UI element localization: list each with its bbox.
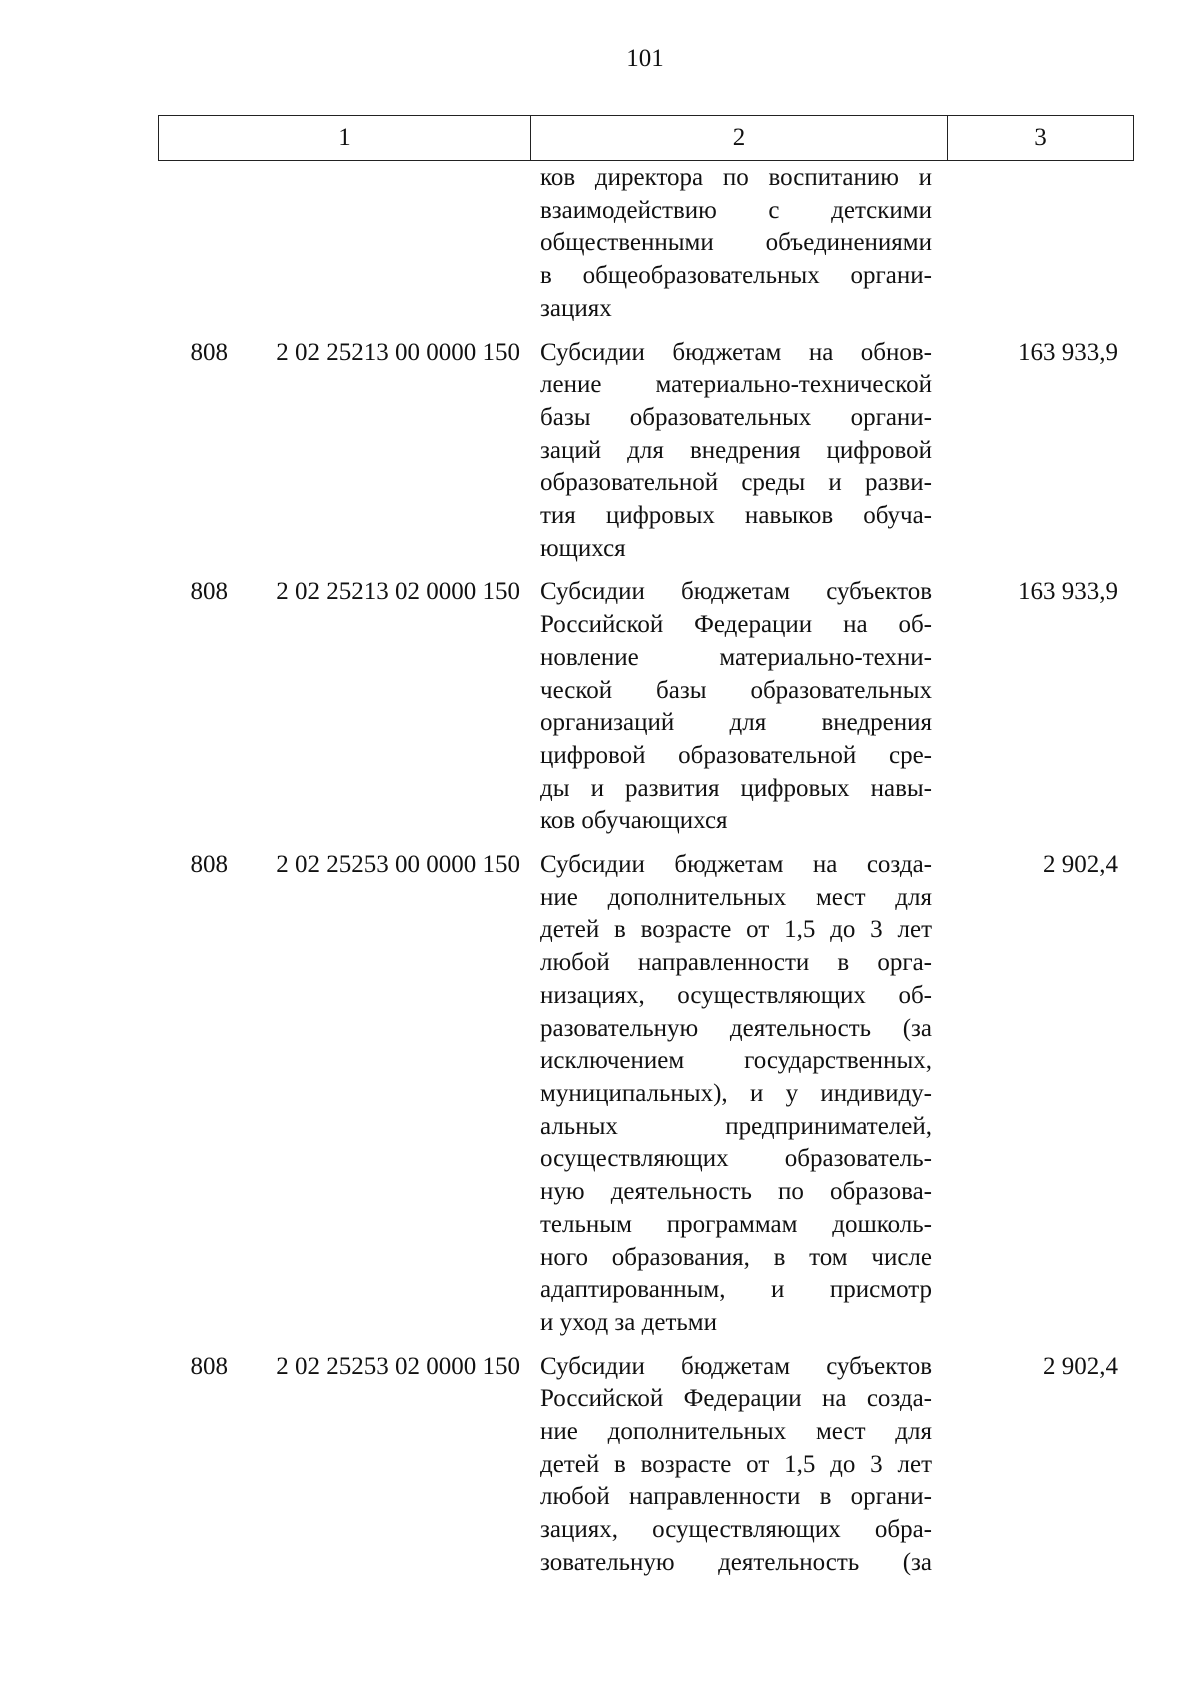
admin-code-cell: 808: [190, 851, 228, 879]
amount-cell: 2 902,4: [1043, 1352, 1118, 1380]
description-line: детей в возрасте от 1,5 до 3 лет: [540, 916, 932, 944]
description-line: ние дополнительных мест для: [540, 1418, 932, 1446]
description-line: заций для внедрения цифровой: [540, 436, 932, 464]
description-line: тельным программам дошколь-: [540, 1210, 932, 1238]
description-line: организаций для внедрения: [540, 709, 932, 737]
description-line: исключением государственных,: [540, 1047, 932, 1075]
description-line: и уход за детьми: [540, 1308, 717, 1336]
description-line: детей в возрасте от 1,5 до 3 лет: [540, 1450, 932, 1478]
description-line: ющихся: [540, 534, 626, 562]
description-cell: [529, 162, 945, 326]
description-line: базы образовательных органи-: [540, 403, 932, 431]
description-line: ческой базы образовательных: [540, 676, 932, 704]
budget-code-cell: [228, 162, 529, 326]
description-line: цифровой образовательной сре-: [540, 741, 932, 769]
amount-cell: [945, 162, 1130, 326]
description-line: разовательную деятельность (за: [540, 1014, 932, 1042]
description-line: тия цифровых навыков обуча-: [540, 502, 932, 530]
description-line: общественными объединениями: [540, 229, 932, 257]
description-line: образовательной среды и разви-: [540, 469, 932, 497]
header-col-3: 3: [948, 116, 1134, 161]
description-line: ного образования, в том числе: [540, 1243, 932, 1271]
description-line: ды и развития цифровых навы-: [540, 774, 932, 802]
description-line: в общеобразовательных органи-: [540, 262, 932, 290]
description-line: взаимодействию с детскими: [540, 196, 932, 224]
amount-cell: 163 933,9: [1018, 578, 1118, 606]
description-line: низациях, осуществляющих об-: [540, 981, 932, 1009]
budget-code-cell: 2 02 25253 02 0000 150: [276, 1352, 520, 1380]
admin-code-cell: [158, 162, 228, 326]
table-row: [158, 1351, 1130, 1580]
description-line: Субсидии бюджетам субъектов: [540, 1352, 932, 1380]
admin-code-cell: 808: [190, 578, 228, 606]
description-line: осуществляющих образователь-: [540, 1145, 932, 1173]
description-line: зациях: [540, 294, 612, 322]
description-line: зовательную деятельность (за: [540, 1548, 932, 1576]
description-cell: [529, 337, 945, 566]
table-row: [158, 849, 1130, 1340]
budget-code-cell: 2 02 25213 00 0000 150: [276, 338, 520, 366]
description-line: Субсидии бюджетам на созда-: [540, 851, 932, 879]
table-header: [158, 115, 1134, 161]
table-body: [158, 162, 1130, 1591]
description-cell: [529, 849, 945, 1340]
budget-code-cell: 2 02 25213 02 0000 150: [276, 578, 520, 606]
description-line: Российской Федерации на об-: [540, 611, 932, 639]
description-line: муниципальных), и у индивиду-: [540, 1079, 932, 1107]
description-line: любой направленности в орга-: [540, 949, 932, 977]
description-line: любой направленности в органи-: [540, 1483, 932, 1511]
description-line: Российской Федерации на созда-: [540, 1385, 932, 1413]
page-number: 101: [626, 45, 664, 72]
description-line: Субсидии бюджетам на обнов-: [540, 338, 932, 366]
admin-code-cell: 808: [190, 1352, 228, 1380]
table-row: [158, 576, 1130, 838]
description-line: адаптированным, и присмотр: [540, 1276, 932, 1304]
description-line: альных предпринимателей,: [540, 1112, 932, 1140]
description-line: ков обучающихся: [540, 807, 728, 835]
description-line: зациях, осуществляющих обра-: [540, 1516, 932, 1544]
description-cell: [529, 576, 945, 838]
description-line: Субсидии бюджетам субъектов: [540, 578, 932, 606]
description-cell: [529, 1351, 945, 1580]
amount-cell: 2 902,4: [1043, 851, 1118, 879]
admin-code-cell: 808: [190, 338, 228, 366]
description-line: ков директора по воспитанию и: [540, 164, 932, 191]
header-col-1: 1: [159, 116, 531, 161]
description-line: новление материально-техни-: [540, 643, 932, 671]
header-col-2: 2: [531, 116, 948, 161]
table-row: [158, 337, 1130, 566]
table-row: [158, 162, 1130, 326]
description-line: ление материально-технической: [540, 371, 932, 399]
budget-code-cell: 2 02 25253 00 0000 150: [276, 851, 520, 879]
description-line: ние дополнительных мест для: [540, 883, 932, 911]
amount-cell: 163 933,9: [1018, 338, 1118, 366]
description-line: ную деятельность по образова-: [540, 1178, 932, 1206]
